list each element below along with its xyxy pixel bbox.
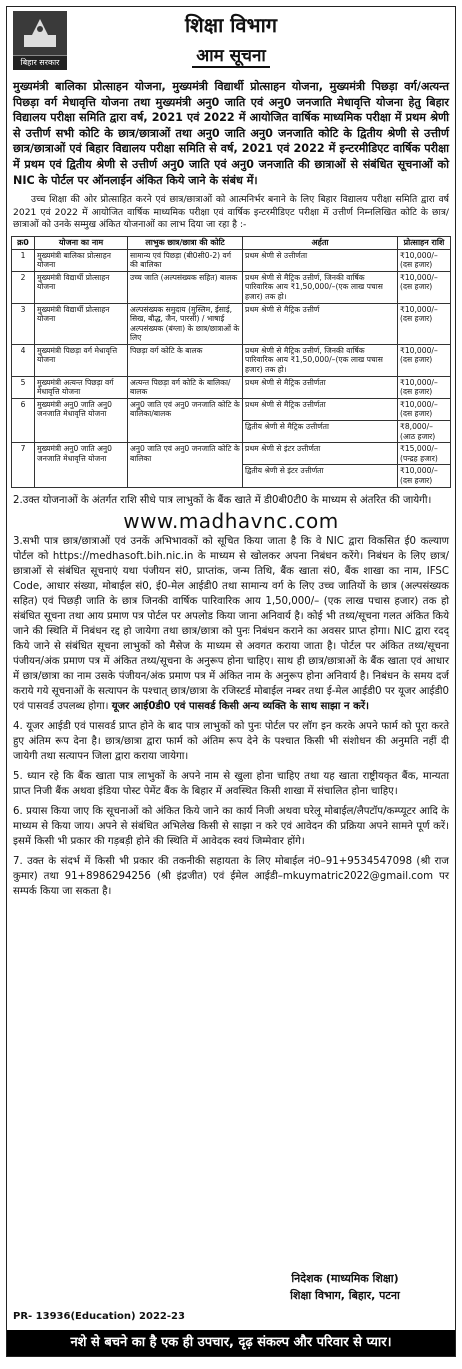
table-row xyxy=(12,303,451,344)
website-watermark: www.madhavnc.com xyxy=(123,508,339,533)
row-category: अनु0 जाति एवं अनु0 जनजाति कोटि के बालिका/बालक xyxy=(128,398,243,442)
row-eligibility: प्रथम श्रेणी से इंटर उत्तीर्णता xyxy=(243,443,398,465)
point-3-warning: यूजर आई0डी0 एवं पासवर्ड किसी अन्य व्यक्ति के साथ साझा न करें। xyxy=(111,700,369,712)
row-eligibility: प्रथम श्रेणी से मैट्रिक उत्तीर्ण xyxy=(243,303,398,344)
row-amount: ₹10,000/– (दस हजार) xyxy=(398,398,451,420)
signature-title: निदेशक (माध्यमिक शिक्षा) xyxy=(291,1272,399,1285)
logo-label: बिहार सरकार xyxy=(13,55,67,70)
table-row xyxy=(12,376,451,398)
row-scheme: मुख्यमंत्री बालिका प्रोत्साहन योजना xyxy=(35,249,128,271)
signature-office: शिक्षा विभाग, बिहार, पटना xyxy=(290,1289,400,1302)
header xyxy=(7,7,455,79)
row-eligibility: द्वितीय श्रेणी से इंटर उत्तीर्णता xyxy=(243,465,398,487)
intro-paragraph: उच्च शिक्षा की ओर प्रोत्साहित करने एवं छात्र/छात्राओं को आत्मनिर्भर बनाने के लिए बिहार विद्यालय परीक्षा समिति द्वारा वर्ष 2021 एवं 2022 में आयोजित वार्षिक माध्यमिक परीक्षा एवं वार्षिक इन्टरमीडिएट परीक्षा में उत्तीर्ण निम्नलिखित कोटि के छात्र/छात्राओं को उनके सम्मुख अंकित योजनाओं का लाभ दिया जा रहा है :- xyxy=(13,194,449,231)
col-eligibility: अर्हता xyxy=(243,236,398,249)
row-amount: ₹10,000/– (दस हजार) xyxy=(398,344,451,376)
row-category: उच्च जाति (अल्पसंख्यक सहित) बालक xyxy=(128,271,243,303)
notice-page xyxy=(6,6,456,1357)
table-header-row xyxy=(12,236,451,249)
point-6: 6. प्रयास किया जाए कि सूचनाओं को अंकित किये जाने का कार्य निजी अथवा घरेलू मोबाईल/लैपटॉप/कम्प्यूटर आदि के माध्यम से किया जाय। अपने से संबंधित अभिलेख किसी से साझा न करे एवं आवेदन की प्रक्रिया अपने सामने पूर्ण करें। इसमें किसी भी प्रकार की गड़बड़ी होने की स्थिति में आवेदक स्वयं जिम्मेवार होंगे। xyxy=(13,805,449,847)
pr-number: PR- 13936(Education) 2022-23 xyxy=(13,1311,185,1322)
row-serial: 1 xyxy=(12,249,35,271)
row-amount: ₹8,000/– (आठ हजार) xyxy=(398,421,451,443)
row-amount: ₹10,000/– (दस हजार) xyxy=(398,249,451,271)
row-serial: 2 xyxy=(12,271,35,303)
row-scheme: मुख्यमंत्री विद्यार्थी प्रोत्साहन योजना xyxy=(35,271,128,303)
row-category: सामान्य एवं पिछड़ा (बी0सी0-2) वर्ग की बालिका xyxy=(128,249,243,271)
row-category: अनु0 जाति एवं अनु0 जनजाति कोटि के बालिका xyxy=(128,443,243,487)
scheme-table xyxy=(11,236,451,488)
row-category: पिछड़ा वर्ग कोटि के बालक xyxy=(128,344,243,376)
row-scheme: मुख्यमंत्री विद्यार्थी प्रोत्साहन योजना xyxy=(35,303,128,344)
row-serial: 7 xyxy=(12,443,35,487)
point-5: 5. ध्यान रहे कि बैंक खाता पात्र लाभुकों के अपने नाम से खुला होना चाहिए तथा यह खाता राष्ट्रीयकृत बैंक, मान्यता प्राप्त निजी बैंक अथवा इंडिया पोस्ट पेमेंट बैंक के बिहार में अवस्थित किसी शाखा में संचालित होना चाहिए। xyxy=(13,770,449,797)
point-3 xyxy=(13,534,449,714)
row-eligibility: प्रथम श्रेणी से उत्तीर्णता xyxy=(243,249,398,271)
row-amount: ₹15,000/– (पन्द्रह हजार) xyxy=(398,443,451,465)
table-row xyxy=(12,398,451,420)
row-eligibility: प्रथम श्रेणी से मैट्रिक उत्तीर्णता xyxy=(243,376,398,398)
row-scheme: मुख्यमंत्री अनु0 जाति अनु0 जनजाति मेधावृत्ति योजना xyxy=(35,443,128,487)
footer-slogan: नशे से बचने का है एक ही उपचार, दृढ़ संकल्प और परिवार से प्यार। xyxy=(7,1330,455,1356)
page-subtitle: आम सूचना xyxy=(7,43,455,66)
point-3-text: 3.सभी पात्र छात्र/छात्राओं एवं उनकें अभिभावकों को सूचित किया जाता है कि वे NIC द्वारा विकसित ई0 कल्याण पोर्टल को https://medhasoft.bih.nic.in के माध्यम से खोलकर अपना निबंधन करेंगे। निबंधन के लिए छात्र/छात्राओं से संबंधित सूचनाएं यथा पंजीयन सं0, प्राप्तांक, जन्म तिथि, बैंक खाता सं0, बैंक शाखा का नाम, IFSC Code, आधार संख्या, मोबाईल सं0, ई0-मेल आईडी0 तथा सामान्य वर्ग के लिए उच्च जातियों के छात्र (अल्पसंख्यक सहित) एवं पिछड़ी जाति के छात्र जिनकी वार्षिक पारिवारिक आय 1,50,000/– (एक लाख पचास हजार) तक हो संबंधित सूचना तथा आय प्रमाण पत्र पोर्टल पर अपलोड किया जाना अनिवार्य है। कोई भी तथ्य/सूचना गलत अंकित किये जाने की स्थिति में निबंधन रद्द हो जायेगा तथा छात्र/छात्रा को पुनः निबंधन कराने का अवसर प्राप्त होगा। NIC द्वारा रदद् किये जाने से संबंधित सूचना लाभुकों को मैसेज के माध्यम से अवगत कराया जाता है। पोर्टल पर अंकित तथ्य/सूचना पंजीयन/अंक प्रमाण पत्र में अंकित तथ्य/सूचना के अनुरूप होना चाहिए। साथ ही छात्र/छात्राओं के बैंक खाता एवं आधार में छात्र/छात्रा का नाम उसके पंजीयन/अंक प्रमाण पत्र में अंकित नाम के अनुरूप होना अनिवार्य है। निबंधन के समय दर्ज कराये गये सूचनाओं के सत्यापन के पश्चात् छात्र/छात्रा के रजिस्टर्ड मोबाईल नम्बर तथा ई-मेल आईडी0 पर यूजर आईडी0 एवं पासवर्ड उपलब्ध होगा। xyxy=(13,535,449,712)
row-serial: 3 xyxy=(12,303,35,344)
row-amount: ₹10,000/– (दस हजार) xyxy=(398,465,451,487)
page-title: शिक्षा विभाग xyxy=(184,13,278,37)
point-7: 7. उक्त के संदर्भ में किसी भी प्रकार की तकनीकी सहायता के लिए मोबाईल नं0–91+9534547098 (श्री राज कुमार) तथा 91+8986294256 (श्री इंद्रजीत) एवं ईमेल आईडी–mkuymatric2022@gmail.com पर सम्पर्क किया जा सकता है। xyxy=(13,855,449,897)
row-serial: 6 xyxy=(12,398,35,442)
table-row xyxy=(12,443,451,465)
row-serial: 5 xyxy=(12,376,35,398)
row-scheme: मुख्यमंत्री पिछड़ा वर्ग मेधावृत्ति योजना xyxy=(35,344,128,376)
table-row xyxy=(12,344,451,376)
row-category: अल्पसंख्यक समुदाय (मुस्लिम, ईसाई, सिख, बौद्ध, जैन, पारसी) / भाषाई अल्पसंख्यक (बंग्ला) के छात्र/छात्राओं के लिए xyxy=(128,303,243,344)
signature-block xyxy=(245,1270,445,1304)
col-scheme: योजना का नाम xyxy=(35,236,128,249)
table-row xyxy=(12,249,451,271)
col-serial: क्र0 xyxy=(12,236,35,249)
row-amount: ₹10,000/– (दस हजार) xyxy=(398,303,451,344)
point-2: 2.उक्त योजनाओं के अंतर्गत राशि सीधे पात्र लाभुकों के बैंक खाते में डी0बी0टी0 के माध्यम से अंतरित की जायेगी। xyxy=(13,494,432,506)
row-eligibility: द्वितीय श्रेणी से मैट्रिक उत्तीर्णता xyxy=(243,421,398,443)
point-4: 4. यूजर आईडी एवं पासवर्ड प्राप्त होने के बाद पात्र लाभुकों को पुनः पोर्टल पर लॉग इन करके अपने फार्म को पूरा करते हुए अंतिम रूप देना है। छात्र/छात्रा द्वारा फार्म को अंतिम रूप देने के पश्चात किसी भी संशोधन की अनुमति नहीं दी जायेगी तथा सत्यापन जिला द्वारा कराया जायेगा। xyxy=(13,720,449,762)
row-eligibility: प्रथम श्रेणी से मैट्रिक उत्तीर्ण, जिनकी वार्षिक पारिवारिक आय ₹1,50,000/–(एक लाख पचास हजार) तक हो। xyxy=(243,344,398,376)
col-amount: प्रोत्साहन राशि xyxy=(398,236,451,249)
row-eligibility: प्रथम श्रेणी से मैट्रिक उत्तीर्ण, जिनकी वार्षिक पारिवारिक आय ₹1,50,000/–(एक लाख पचास हजार) तक हो। xyxy=(243,271,398,303)
row-scheme: मुख्यमंत्री अनु0 जाति अनु0 जनजाति मेधावृत्ति योजना xyxy=(35,398,128,442)
row-eligibility: प्रथम श्रेणी से मैट्रिक उत्तीर्णता xyxy=(243,398,398,420)
row-amount: ₹10,000/– (दस हजार) xyxy=(398,271,451,303)
row-category: अत्यन्त पिछड़ा वर्ग कोटि के बालिका/बालक xyxy=(128,376,243,398)
row-amount: ₹10,000/– (दस हजार) xyxy=(398,376,451,398)
row-serial: 4 xyxy=(12,344,35,376)
row-scheme: मुख्यमंत्री अत्यन्त पिछड़ा वर्ग मेधावृत्ति योजना xyxy=(35,376,128,398)
notice-subject: मुख्यमंत्री बालिका प्रोत्साहन योजना, मुख्यमंत्री विद्यार्थी प्रोत्साहन योजना, मुख्यमंत्री पिछड़ा वर्ग/अत्यन्त पिछड़ा वर्ग मेधावृत्ति योजना तथा मुख्यमंत्री अनु0 जाति एवं अनु0 जनजाति मेधावृत्ति योजना हेतु बिहार विद्यालय परीक्षा समिति द्वारा वर्ष, 2021 एवं 2022 में आयोजित वार्षिक माध्यमिक परीक्षा में प्रथम श्रेणी से उत्तीर्ण सभी कोटि के छात्र/छात्राओं तथा अनु0 जाति अनु0 जनजाति कोटि के द्वितीय श्रेणी से उत्तीर्ण छात्र/छात्राओं एवं बिहार विद्यालय परीक्षा समिति से वर्ष, 2021 एवं 2022 में इन्टरमीडिएट वार्षिक परीक्षा में प्रथम एवं द्वितीय श्रेणी से उत्तीर्ण अनु0 जाति एवं अनु0 जनजाति की छात्राओं से संबंधित सूचनाओं को NIC के पोर्टल पर ऑनलाईन अंकित किये जाने के संबंध में। xyxy=(13,80,449,187)
table-row xyxy=(12,271,451,303)
col-category: लाभुक छात्र/छात्रा की कोटि xyxy=(128,236,243,249)
